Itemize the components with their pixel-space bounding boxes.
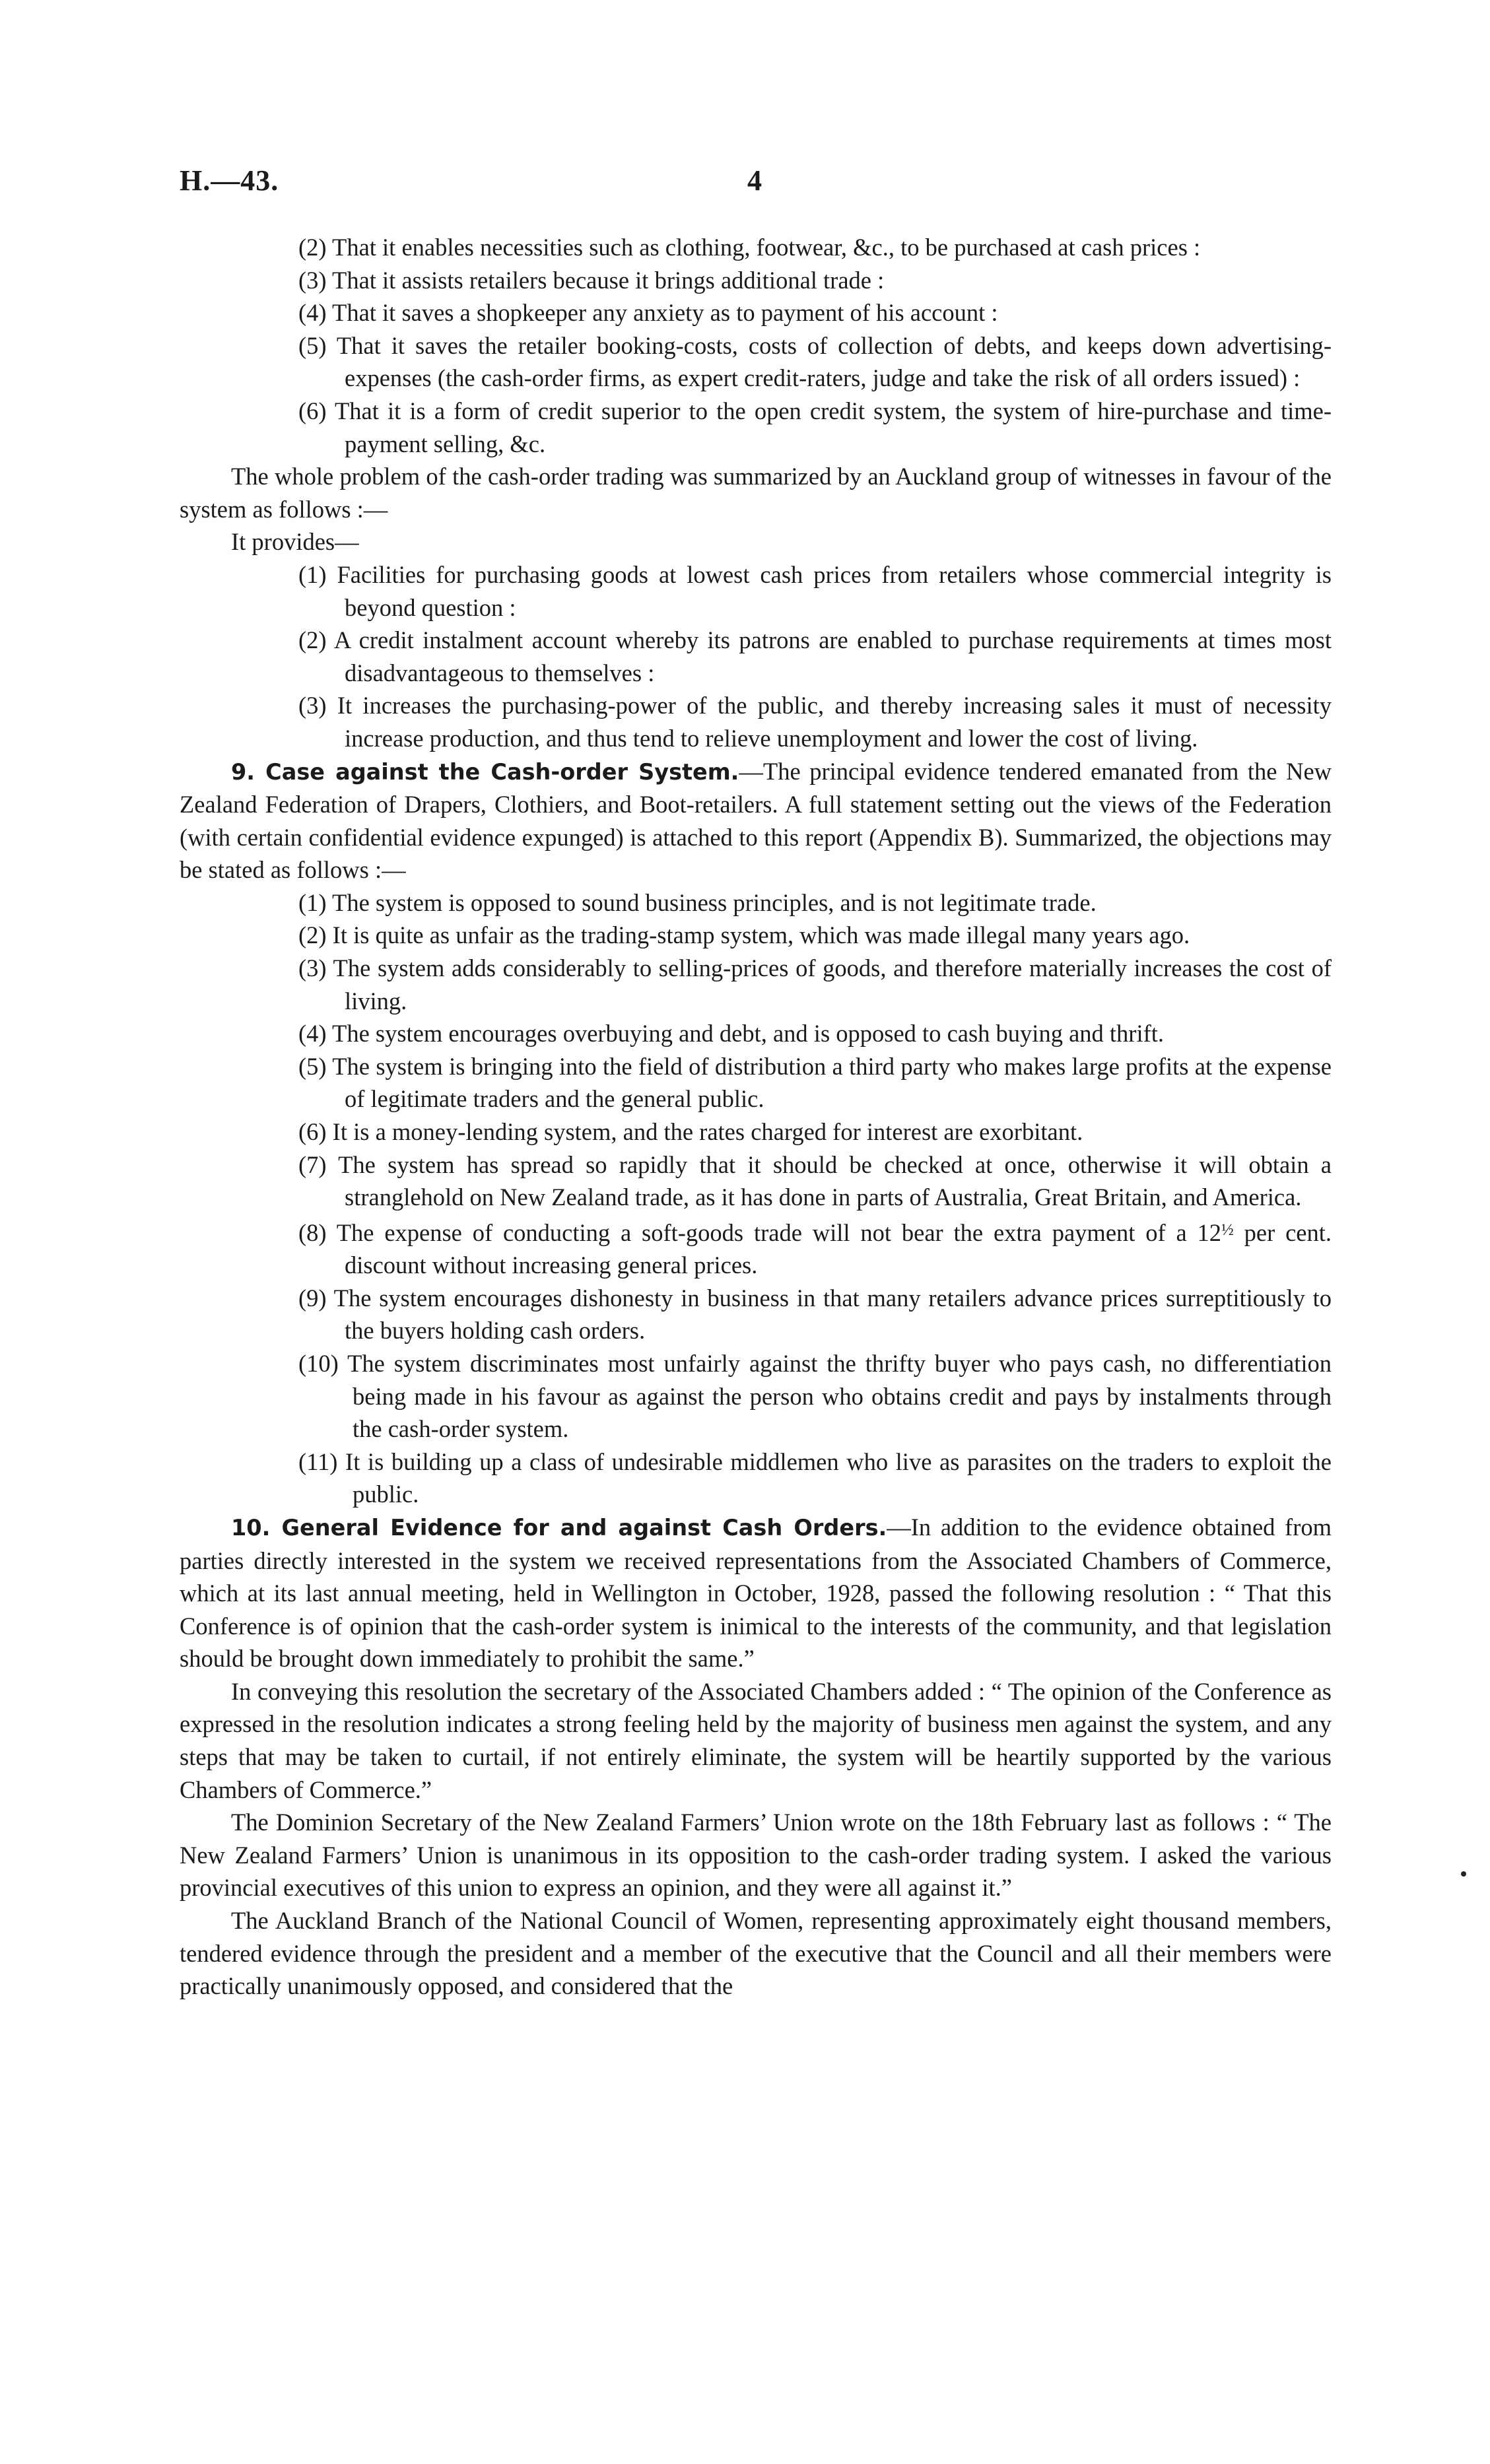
list-item: (5) The system is bringing into the field of distribution a third party who makes large profits at the expense of legitimate traders and the general public.	[298, 1052, 1332, 1113]
list-item: (6) That it is a form of credit superior to the open credit system, the system of hire-purchase and time-payment selling, &c.	[298, 397, 1332, 457]
list-item	[180, 1214, 1332, 1282]
page-header	[180, 164, 1310, 210]
fraction-half: ½	[1221, 1220, 1234, 1239]
section-10-text: —In addition to the evidence obtained from parties directly interested in the system we received representations from the Associated Chambers of Commerce, which at its last annual meeting, held in Wellington in October, 1928, passed the following resolution : “ That this Conference is of opinion that the cash-order system is inimical to the interests of the community, and that legislation should be brought down immediately to prohibit the same.”	[180, 1513, 1332, 1673]
item-8-end: per cent. discount without increasing general prices.	[345, 1218, 1332, 1279]
list-item: (10) The system discriminates most unfairly against the thrifty buyer who pays cash, no differentiation being made in his favour as against the person who obtains credit and pays by instalments through the cash-order system.	[298, 1349, 1332, 1443]
list-item: (4) The system encourages overbuying and debt, and is opposed to cash buying and thrift.	[298, 1020, 1165, 1048]
document-body	[180, 231, 1332, 2003]
list-item: (6) It is a money-lending system, and the rates charged for interest are exorbitant.	[298, 1118, 1083, 1146]
list-item: (1) Facilities for purchasing goods at lowest cash prices from retailers whose commercial integrity is beyond question :	[298, 560, 1332, 621]
list-item: (2) That it enables necessities such as clothing, footwear, &c., to be purchased at cash prices :	[298, 234, 1201, 261]
section-10-heading: 10. General Evidence for and against Cash Orders.	[231, 1514, 887, 1541]
page-number: 4	[747, 164, 762, 197]
summary-paragraph: The whole problem of the cash-order trading was summarized by an Auckland group of witnesses in favour of the system as follows :—	[180, 463, 1332, 523]
list-item: (5) That it saves the retailer booking-costs, costs of collection of debts, and keeps down advertising-expenses (the cash-order firms, as expert credit-raters, judge and take the risk of all orders issued) :	[298, 331, 1332, 392]
section-10-paragraph	[180, 1511, 1332, 1675]
list-item: (3) That it assists retailers because it brings additional trade :	[298, 266, 885, 294]
document-reference: H.—43.	[180, 164, 279, 197]
list-item: (4) That it saves a shopkeeper any anxiety as to payment of his account :	[298, 299, 998, 327]
body-paragraph: In conveying this resolution the secretary of the Associated Chambers added : “ The opinion of the Conference as expressed in the resolution indicates a strong feeling held by the majority of business men against the system, and any steps that may be taken to curtail, if not entirely eliminate, the system will be heartily supported by the various Chambers of Commerce.”	[180, 1677, 1332, 1803]
section-9-text: —The principal evidence tendered emanated from the New Zealand Federation of Drapers, Clothiers, and Boot-retailers. A full statement setting out the views of the Federation (with certain confidential evidence expunged) is attached to this report (Appendix B). Summarized, the objections may be stated as follows :—	[180, 757, 1332, 884]
body-paragraph: The Dominion Secretary of the New Zealand Farmers’ Union wrote on the 18th February last as follows : “ The New Zealand Farmers’ Union is unanimous in its opposition to the cash-order trading system. I asked the various provincial executives of this union to express an opinion, and they were all against it.”	[180, 1809, 1332, 1902]
list-item: (2) A credit instalment account whereby its patrons are enabled to purchase requirements at times most disadvantageous to themselves :	[298, 626, 1332, 686]
item-8-start: (8) The expense of conducting a soft-goods trade will not bear the extra payment of a 12	[298, 1218, 1222, 1246]
section-9-heading: 9. Case against the Cash-order System.	[231, 758, 739, 785]
list-item: (2) It is quite as unfair as the trading-stamp system, which was made illegal many years ago.	[298, 921, 1190, 949]
margin-dot	[1461, 1871, 1466, 1877]
list-item: (7) The system has spread so rapidly that it should be checked at once, otherwise it will obtain a stranglehold on New Zealand trade, as it has done in parts of Australia, Great Britain, and America.	[298, 1150, 1332, 1211]
list-item: (9) The system encourages dishonesty in business in that many retailers advance prices surreptitiously to the buyers holding cash orders.	[298, 1284, 1332, 1345]
list-item: (3) It increases the purchasing-power of the public, and thereby increasing sales it must of necessity increase production, and thus tend to relieve unemployment and lower the cost of living.	[298, 692, 1332, 752]
list-item: (3) The system adds considerably to selling-prices of goods, and therefore materially increases the cost of living.	[298, 954, 1332, 1015]
provides-label: It provides—	[231, 528, 359, 556]
list-item: (1) The system is opposed to sound business principles, and is not legitimate trade.	[298, 888, 1097, 916]
body-paragraph: The Auckland Branch of the National Council of Women, representing approximately eight thousand members, tendered evidence through the president and a member of the executive that the Council and all their members were practically unanimously opposed, and considered that the	[180, 1907, 1332, 2000]
list-item: (11) It is building up a class of undesirable middlemen who live as parasites on the traders to exploit the public.	[298, 1448, 1332, 1508]
section-9-paragraph	[180, 755, 1332, 886]
